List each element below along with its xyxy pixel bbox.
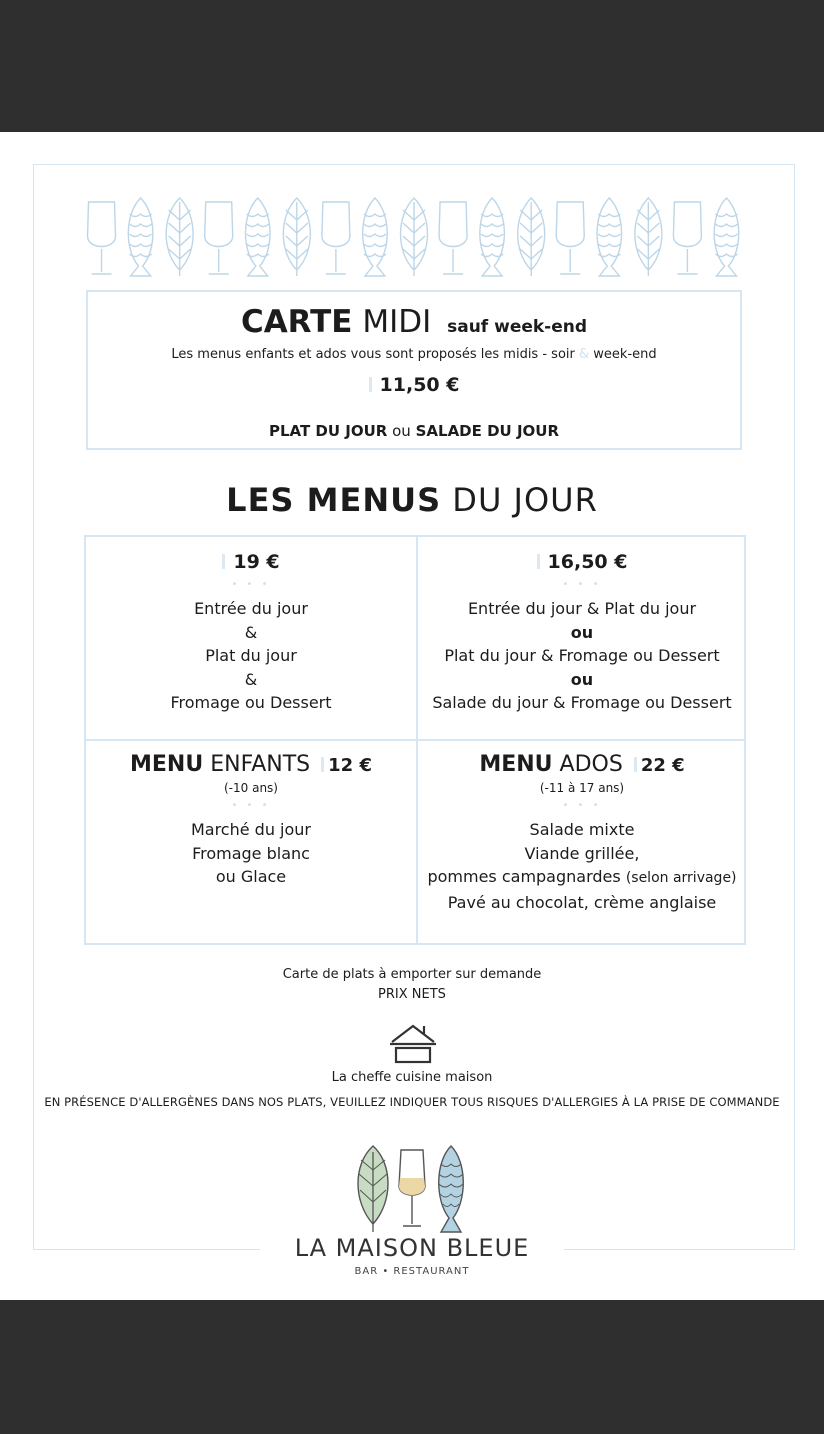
fish-outline-icon [128,198,153,276]
glass-outline-icon [205,202,233,274]
menus-du-jour-title: LES MENUS DU JOUR [226,481,598,519]
decorative-pattern-icon [82,194,746,279]
menu-19-cell: 19 € • • • Entrée du jour & Plat du jour & Fromage ou Dessert [86,537,416,739]
leaf-glass-fish-logo-icon [345,1142,480,1234]
carte-midi-subtitle: Les menus enfants et ados vous sont proposés les midis - soir & week-end [171,347,657,362]
emporter-note: Carte de plats à emporter sur demande PRIX NETS [282,967,542,1002]
fish-outline-icon [246,198,271,276]
brand-name: LA MAISON BLEUE [294,1234,530,1262]
menus-grid [84,535,746,945]
carte-midi-price: 11,50 € [88,374,740,396]
glass-outline-icon [88,202,116,274]
leaf-outline-icon [635,198,662,276]
menu-1650-cell: 16,50 € • • • Entrée du jour & Plat du jour ou Plat du jour & Fromage ou Dessert ou Salade du jour & Fromage ou Dessert [418,537,746,739]
leaf-outline-icon [166,198,193,276]
menu-enfants-cell: MENU ENFANTS 12 € (-10 ans) • • • Marché du jour Fromage blanc ou Glace [86,741,416,945]
allergenes-note: EN PRÉSENCE D'ALLERGÈNES DANS NOS PLATS, VEUILLEZ INDIQUER TOUS RISQUES D'ALLERGIES À LA PRISE DE COMMANDE [44,1095,780,1109]
glass-outline-icon [673,202,701,274]
menu-1650-price: 16,50 € [418,549,746,575]
carte-midi-box [86,290,742,450]
menu-19-price: 19 € [86,549,416,575]
leaf-outline-icon [518,198,545,276]
fish-outline-icon [363,198,388,276]
menu-ados-title: MENU ADOS 22 € [479,752,685,777]
glass-outline-icon [556,202,584,274]
brand-tagline: BAR • RESTAURANT [354,1266,470,1277]
carte-midi-plat: PLAT DU JOUR ou SALADE DU JOUR [268,422,560,440]
leaf-outline-icon [283,198,310,276]
glass-outline-icon [439,202,467,274]
carte-midi-title: CARTE MIDI sauf week-end [240,304,588,340]
menu-enfants-title: MENU ENFANTS 12 € [130,752,372,777]
leaf-outline-icon [401,198,428,276]
fish-outline-icon [597,198,622,276]
menu-ados-cell: MENU ADOS 22 € (-11 à 17 ans) • • • Salade mixte Viande grillée, pommes campagnardes (selon arrivage) Pavé au chocolat, crème anglaise [418,741,746,945]
menu-page [0,132,824,1300]
cheffe-note: La cheffe cuisine maison [331,1070,493,1085]
fish-outline-icon [714,198,739,276]
house-icon [388,1022,438,1064]
glass-outline-icon [322,202,350,274]
fish-outline-icon [480,198,505,276]
